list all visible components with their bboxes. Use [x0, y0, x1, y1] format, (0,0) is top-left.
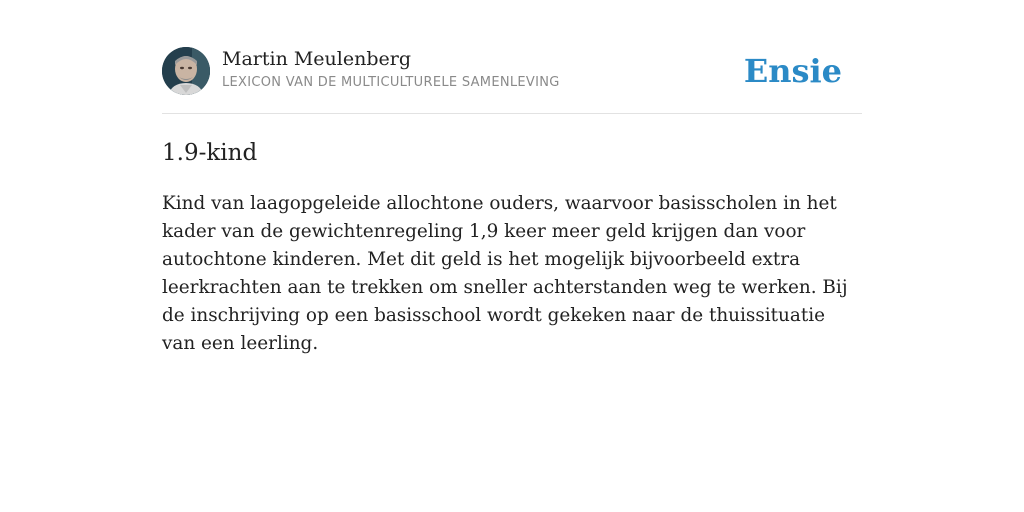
- author-header: [162, 47, 862, 95]
- ensie-logo[interactable]: Ensie: [743, 52, 842, 90]
- lexicon-name[interactable]: LEXICON VAN DE MULTICULTURELE SAMENLEVING: [222, 75, 560, 90]
- avatar-portrait-icon: [162, 47, 210, 95]
- entry-definition: Kind van laagopgeleide allochtone ouders, waarvoor basisscholen in het kader van de gewichtenregeling 1,9 keer meer geld krijgen dan voor autochtone kinderen. Met dit geld is het mogelijk bijvoorbeeld extra leerkrachten aan te trekken om sneller achterstanden weg te werken. Bij de inschrijving op een basisschool wordt gekeken naar de thuissituatie van een leerling.: [162, 193, 848, 354]
- author-name[interactable]: Martin Meulenberg: [222, 48, 411, 70]
- entry-title: 1.9-kind: [162, 140, 258, 166]
- header-divider: [162, 113, 862, 114]
- author-avatar[interactable]: [162, 47, 210, 95]
